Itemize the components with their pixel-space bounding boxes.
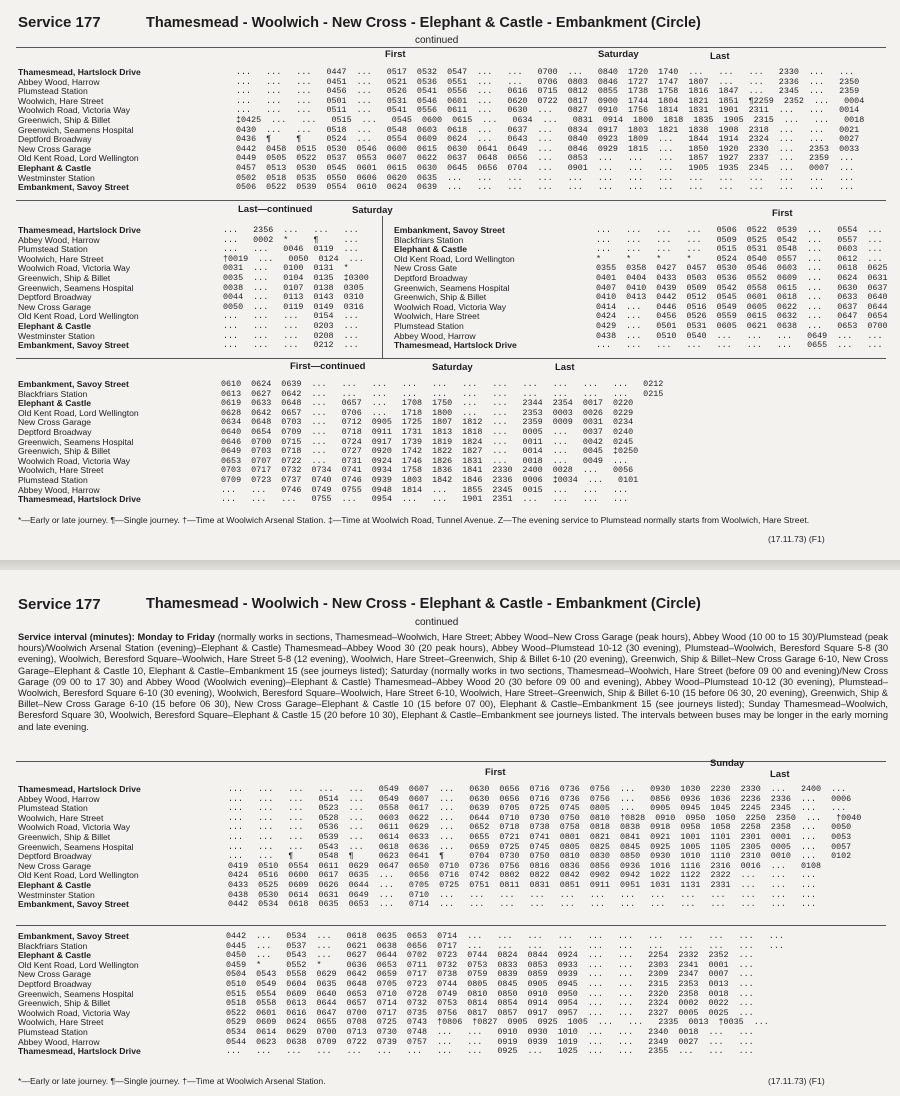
stop-name: New Cross Gate — [394, 263, 458, 274]
stop-name: Elephant & Castle — [394, 244, 468, 255]
header-first: First — [485, 767, 506, 778]
stop-name: Elephant & Castle — [18, 879, 92, 890]
header-first: First — [385, 49, 406, 60]
service-number: Service 177 — [18, 14, 101, 31]
times-row: 0449 0505 0522 0537 0553 0607 0622 0637 0648 0656 ... 0853 ... ... ... 1857 1927 2337 ... 2359 ... — [236, 153, 855, 164]
stop-name: Deptford Broadway — [18, 292, 92, 303]
stop-name: Greenwich, Ship & Billet — [18, 831, 111, 842]
times-row: ... ... ... 0203 ... — [223, 320, 359, 331]
header-last: Last — [770, 769, 790, 780]
times-row: 0050 ... 0119 0149 0316 — [223, 301, 364, 312]
times-row: 0438 ... 0510 0540 ... ... ... 0649 ... ... — [596, 330, 883, 341]
header-last: Last — [555, 362, 575, 373]
stop-name: Blackfriars Station — [18, 388, 88, 399]
service-interval-text — [18, 632, 888, 733]
header-first: First — [772, 208, 793, 219]
stop-name: Old Kent Road, Lord Wellington — [18, 959, 139, 970]
stop-name: Embankment, Savoy Street — [18, 899, 129, 910]
times-row: 0653 0707 0722 ... 0731 0924 1746 1826 1831 ... 0018 ... 0049 ... — [221, 455, 629, 466]
times-row: 0442 0534 0618 0635 0653 ... 0714 ... ... ... ... ... ... ... ... ... ... ... ... ... — [228, 899, 817, 910]
stop-name: Abbey Wood, Harrow — [18, 793, 100, 804]
stop-name: Greenwich, Ship & Billet — [18, 272, 111, 283]
stop-name: Embankment, Savoy Street — [18, 182, 129, 193]
stop-list — [18, 932, 228, 1057]
stop-name: Elephant & Castle — [18, 398, 92, 409]
stop-name: Thamesmead, Hartslock Drive — [18, 494, 141, 505]
stop-name: Woolwich, Hare Street — [18, 253, 104, 264]
stop-name: Woolwich, Hare Street — [394, 311, 480, 322]
header-saturday: Saturday — [432, 362, 473, 373]
times-row: 0438 0530 0614 0631 0649 ... 0710 ... ... ... ... ... ... ... ... ... ... ... ... ... — [228, 889, 817, 900]
times-row: 0518 0558 0613 0644 0657 0714 0732 0753 0814 0854 0914 0954 ... ... 2324 0002 0022 ... — [226, 998, 754, 1009]
times-row: 0506 0522 0539 0554 0610 0624 0639 ... ... ... ... ... ... ... ... ... ... ... ... ... ... — [236, 182, 855, 193]
divider — [16, 200, 886, 201]
continued-label: continued — [415, 35, 459, 46]
times-row: 0031 ... 0100 0131 * — [223, 263, 349, 274]
stop-name: Old Kent Road, Lord Wellington — [18, 311, 139, 322]
stop-name: Plumstead Station — [18, 244, 88, 255]
stop-name: Westminster Station — [18, 889, 95, 900]
service-interval-body: (normally works in sections, Thamesmead–Woolwich, Hare Street; Abbey Wood–New Cross Garage (peak hours), Abbey Wood (10 00 to 15 30)/Plumstead (peak hours)/Woolwich Arsenal Station (evening)–Elephant & Castle) Thamesmead–Abbey Wood 30 (20 peak hours), Abbey Wood–Plumstead 10-12 (30 evening), Plumstead–Woolwich, Beresford Square 5-8 (30 evening), Woolwich, Beresford Square–Woolwich, Hare Street 5-8 (12 evening), Woolwich, Hare Street–Greenwich, Ship & Billet 6-10 (20 evening), Greenwich, Ship & Billet–New Cross Garage 6-10, New Cross Garage–Elephant & Castle 10, Elephant & Castle–Embankment 15 (see journeys listed); Saturday (normally works in two sections, Thamesmead–Woolwich, Hare Street (before 09 00 and evening)/New Cross Garage (09 00 to 17 30) and Abbey Wood (Woolwich evening)–Elephant & Castle) Thamesmead–Abbey Wood 20 (30 before 09 00 and evening), Abbey Wood–Plumstead 10-12 (30 evening), Plumstead–Woolwich, Beresford Square 6-10 (30 evening), Woolwich, Beresford Square–Woolwich, Hare Street 6-10, Woolwich, Hare Street–Greenwich, Ship & Billet 6-10 (15 before 06 30, 20 evening), Greenwich, Ship & Billet–New Cross Garage 6-10 (15 before 06 30), New Cross Garage–Elephant & Castle 10 (15 before 07 00), Elephant & Castle–Embankment 15 (see journeys listed); Sunday Thamesmead–Woolwich, Beresford Square 30, Woolwich, Beresford Square–Elephant & Castle 15 (20 before 10 30), Elephant & Castle–Embankment see journeys listed. The intervals between buses may be longer in the early morning and late evening. — [18, 632, 888, 732]
stop-name: New Cross Garage — [18, 417, 92, 428]
stop-name: Greenwich, Ship & Billet — [18, 998, 111, 1009]
times-row: 0522 0601 0616 0647 0700 0717 0735 0756 0817 0857 0917 0957 ... ... 2327 0005 0025 ... — [226, 1007, 754, 1018]
times-row: ... ... ... 0447 ... 0517 0532 0547 ... ... 0700 ... 0840 1720 1740 ... ... ... 2330 ... ... — [236, 67, 855, 77]
times-row: ... ... ... 0528 ... 0603 0622 ... 0644 0710 0730 0750 0810 †0828 0910 0950 1050 2250 2350 ... †0040 — [228, 812, 862, 823]
stop-name: Woolwich Road, Victoria Way — [18, 105, 131, 116]
header-saturday: Saturday — [352, 205, 393, 216]
stop-name: Embankment, Savoy Street — [18, 379, 129, 389]
stop-name: Thamesmead, Hartslock Drive — [394, 340, 517, 351]
times-row: ... ... ... 0539 ... 0614 0633 ... 0655 0721 0741 0801 0821 0841 0921 1001 1101 2301 0001 ... 0053 — [228, 831, 852, 842]
times-row: ... ... ... 0511 ... 0541 0556 0611 ... 0630 ... 0827 0910 1756 1814 1831 1901 2311 ... ... 0014 — [236, 105, 860, 116]
stop-name: Plumstead Station — [18, 86, 88, 97]
times-row: ... ... ... 0523 ... 0558 0617 ... 0639 0705 0725 0745 0805 ... 0905 0945 1045 2245 2345 ... ... — [228, 803, 847, 814]
header-sunday: Sunday — [710, 758, 745, 769]
service-number: Service 177 — [18, 596, 101, 613]
stop-name: Greenwich, Ship & Billet — [18, 446, 111, 457]
times-row: 0628 0642 0657 ... 0706 ... 1718 1800 ... ... 2353 0003 0026 0229 — [221, 407, 634, 418]
stop-name: Elephant & Castle — [18, 950, 92, 961]
times-grid — [596, 226, 888, 351]
divider — [16, 358, 886, 359]
stop-name: Deptford Broadway — [394, 272, 468, 283]
stop-name: New Cross Garage — [18, 301, 92, 312]
header-first-continued: First—continued — [290, 361, 366, 372]
stop-name: Old Kent Road, Lord Wellington — [18, 870, 139, 881]
times-row: 0445 ... 0537 ... 0621 0638 0656 0717 ... ... ... ... ... ... ... ... ... ... ... — [226, 940, 784, 951]
times-row: 0459 * 0552 * 0636 0653 0711 0732 0753 0833 0853 0933 ... ... 2303 2341 0001 ... — [226, 959, 754, 970]
stop-name: Plumstead Station — [394, 320, 464, 331]
times-row: ‡0425 ... ... 0515 ... 0545 0600 0615 ... 0634 ... 0831 0914 1800 1818 1835 1905 2315 ... ... 0018 — [236, 114, 865, 125]
times-grid — [236, 68, 864, 193]
times-row: ... ... ... 0154 ... — [223, 311, 359, 322]
stop-name: Greenwich, Seamens Hospital — [18, 124, 134, 135]
times-row: 0649 0703 0718 ... 0727 0920 1742 1822 1827 ... 0014 ... 0045 ‡0250 — [221, 446, 639, 457]
times-row: 0450 ... 0543 ... 0627 0644 0702 0723 0744 0824 0844 0924 ... ... 2254 2332 2352 ... — [226, 950, 754, 961]
times-grid — [226, 932, 784, 1057]
stop-name: Woolwich, Hare Street — [18, 1017, 104, 1028]
times-row: ... ... ... ... ... 0549 0607 ... 0630 0656 0716 0736 0756 ... 0930 1030 2230 2330 ... 2400 ... — [228, 784, 847, 794]
times-row: ... ... ... ... 0509 0525 0542 ... 0557 ... — [596, 234, 883, 245]
times-grid — [228, 785, 861, 910]
stop-name: Woolwich Road, Victoria Way — [18, 1007, 131, 1018]
stop-name: New Cross Garage — [18, 860, 92, 871]
times-grid — [221, 380, 663, 505]
divider — [16, 925, 886, 926]
header-saturday: Saturday — [598, 49, 639, 60]
stop-name: Woolwich Road, Victoria Way — [394, 301, 507, 312]
stop-name: Greenwich, Ship & Billet — [18, 114, 111, 125]
footnote: *—Early or late journey. ¶—Single journey. †—Time at Woolwich Arsenal Station. ‡—Time at Woolwich Road, Tunnel Avenue. Z—The evening service to Plumstead normally starts from Woolwich, Hare Street. — [18, 515, 810, 525]
times-row: 0613 0627 0642 ... ... ... ... ... ... ... ... ... ... ... 0215 — [221, 388, 664, 399]
stop-name: Westminster Station — [18, 330, 95, 341]
stop-name: Old Kent Road, Lord Wellington — [18, 407, 139, 418]
stop-name: Embankment, Savoy Street — [394, 225, 505, 235]
times-row: ... ... ... 0536 ... 0611 0629 ... 0652 0718 0738 0758 0818 0838 0918 0958 1058 2258 2358 ... 0050 — [228, 822, 852, 833]
service-interval-heading: Service interval (minutes): Monday to Friday — [18, 632, 215, 642]
stop-name: Greenwich, Seamens Hospital — [18, 841, 134, 852]
stop-name: Greenwich, Seamens Hospital — [18, 282, 134, 293]
stop-name: Blackfriars Station — [394, 234, 464, 245]
divider — [16, 761, 886, 762]
column-divider — [382, 216, 383, 358]
stop-name: Woolwich Road, Victoria Way — [18, 263, 131, 274]
times-row: 0355 0358 0427 0457 0530 0546 0603 ... 0618 0625 — [596, 263, 888, 274]
times-row: 0410 0413 0442 0512 0545 0601 0618 ... 0633 0640 — [596, 292, 888, 303]
stop-name: Deptford Broadway — [18, 978, 92, 989]
times-row: ... ... ... 0755 ... 0954 ... ... 1901 2351 ... ... ... ... — [221, 494, 629, 505]
reference-code: (17.11.73) (F1) — [768, 1076, 825, 1086]
stop-name: Westminster Station — [18, 172, 95, 183]
times-row: 0646 0700 0715 ... 0724 0917 1739 1819 1824 ... 0011 ... 0042 0245 — [221, 436, 634, 447]
stop-name: Deptford Broadway — [18, 426, 92, 437]
times-row: 0419 0510 0554 0611 0629 0647 0650 0710 0736 0756 0816 0836 0856 0936 1016 1116 2316 0016 ... 0108 — [228, 860, 822, 871]
times-row: ... ... 0046 0119 ... — [223, 244, 359, 255]
times-row: ... 0002 * ¶ ... — [223, 234, 359, 245]
stop-name: Woolwich, Hare Street — [18, 812, 104, 823]
stop-name: Elephant & Castle — [18, 320, 92, 331]
times-row: 0515 0554 0609 0640 0653 0710 0728 0749 0810 0850 0910 0950 ... ... 2320 2358 0018 ... — [226, 988, 754, 999]
times-row: ... ... ... ... 0506 0522 0539 ... 0554 ... — [596, 225, 883, 235]
stop-name: Woolwich, Hare Street — [18, 95, 104, 106]
continued-label: continued — [415, 617, 459, 628]
times-row: 0610 0624 0639 ... ... ... ... ... ... ... ... ... ... ... 0212 — [221, 379, 664, 389]
stop-list — [394, 226, 604, 351]
stop-name: Woolwich, Hare Street — [18, 465, 104, 476]
stop-name: Old Kent Road, Lord Wellington — [18, 153, 139, 164]
times-row: 0504 0543 0558 0629 0642 0659 0717 0738 0759 0839 0859 0939 ... ... 2309 2347 0007 ... — [226, 969, 754, 980]
stop-name: Plumstead Station — [18, 474, 88, 485]
stop-list — [18, 785, 228, 910]
times-row: 0424 ... 0456 0526 0559 0615 0632 ... 0647 0654 — [596, 311, 888, 322]
times-row: 0457 0513 0530 0545 0601 0615 0630 0645 0656 0704 ... 0901 ... ... ... 1905 1935 2345 ... 0007 ... — [236, 162, 855, 173]
times-row: 0709 0723 0737 0740 0746 0939 1803 1842 1846 2336 0006 ‡0034 ... 0101 — [221, 474, 639, 485]
stop-name: Embankment, Savoy Street — [18, 931, 129, 941]
times-row: 0510 0549 0604 0635 0648 0705 0723 0744 0805 0845 0905 0945 ... ... 2315 2353 0013 ... — [226, 978, 754, 989]
times-row: ... ... ... ... ... ... ... 0655 ... ... — [596, 340, 883, 351]
times-row: ... ... ... 0514 ... 0549 0607 ... 0630 0656 0716 0736 0756 ... 0856 0936 1036 2236 2336 ... 0006 — [228, 793, 852, 804]
stop-name: Abbey Wood, Harrow — [18, 484, 100, 495]
header-last-continued: Last—continued — [238, 204, 313, 215]
times-row: ... ... ... ... 0515 0531 0548 ... 0603 ... — [596, 244, 883, 255]
times-grid — [223, 226, 369, 351]
stop-name: Greenwich, Seamens Hospital — [18, 436, 134, 447]
times-row: 0430 ... ... 0518 ... 0548 0603 0618 ... 0637 ... 0834 0917 1803 1821 1838 1908 2318 ... ... 0021 — [236, 124, 860, 135]
stop-name: Greenwich, Seamens Hospital — [394, 282, 510, 293]
stop-list — [18, 380, 218, 505]
times-row: 0433 0525 0609 0626 0644 ... 0705 0725 0751 0811 0831 0851 0911 0951 1031 1131 2331 ... ... ... — [228, 879, 817, 890]
stop-name: New Cross Garage — [18, 143, 92, 154]
stop-name: Abbey Wood, Harrow — [394, 330, 476, 341]
stop-name: Greenwich, Ship & Billet — [394, 292, 487, 303]
stop-name: Deptford Broadway — [18, 134, 92, 145]
stop-name: Plumstead Station — [18, 1026, 88, 1037]
times-row: 0436 ¶ ¶ 0524 ... 0554 0609 0624 ... 0643 ... 0840 0923 1809 ... 1844 1914 2324 ... ... 0027 — [236, 134, 860, 145]
times-row: 0429 ... 0501 0531 0605 0621 0638 ... 0653 0700 — [596, 320, 888, 331]
stop-name: Deptford Broadway — [18, 851, 92, 862]
times-row: 0619 0633 0648 ... 0657 ... 1708 1750 ... ... 2344 2354 0017 0220 — [221, 398, 634, 409]
times-row: ... ... ... 0208 ... — [223, 330, 359, 341]
times-row: * * * * 0524 0540 0557 ... 0612 ... — [596, 253, 883, 264]
stop-name: Thamesmead, Hartslock Drive — [18, 67, 141, 77]
stop-name: Blackfriars Station — [18, 940, 88, 951]
times-row: ... ... ... 0543 ... 0618 0636 ... 0659 0725 0745 0805 0825 0845 0925 1005 1105 2305 0005 ... 0057 — [228, 841, 852, 852]
page-gap — [0, 560, 900, 570]
times-row: 0038 ... 0107 0138 0305 — [223, 282, 364, 293]
times-row: 0442 0458 0515 0530 0546 0600 0615 0630 0641 0649 ... 0846 0929 1815 ... 1850 1920 2330 ... 2353 0033 — [236, 143, 860, 154]
times-row: 0534 0614 0629 0700 0713 0730 0748 ... ... 0910 0930 1010 ... ... 2340 0018 ... ... — [226, 1026, 754, 1037]
times-row: ... ... ¶ 0548 ¶ 0623 0641 ¶ 0704 0730 0750 0810 0830 0850 0930 1010 1110 2310 0010 ... 0102 — [228, 851, 852, 862]
stop-name: Elephant & Castle — [18, 162, 92, 173]
times-row: 0544 0623 0638 0709 0722 0739 0757 ... ... 0919 0939 1019 ... ... 2349 0027 ... ... — [226, 1036, 754, 1047]
stop-name: Old Kent Road, Lord Wellington — [394, 253, 515, 264]
times-row: 0703 0717 0732 0734 0741 0934 1758 1836 1841 2330 2400 0028 ... 0056 — [221, 465, 634, 476]
times-row: 0407 0410 0439 0509 0542 0558 0615 ... 0630 0637 — [596, 282, 888, 293]
stop-name: Embankment, Savoy Street — [18, 340, 129, 351]
times-row: ... ... ... 0212 ... — [223, 340, 359, 351]
stop-list — [18, 68, 233, 193]
times-row: 0634 0648 0703 ... 0712 0905 1725 1807 1812 ... 2359 0009 0031 0234 — [221, 417, 634, 428]
route-title: Thamesmead - Woolwich - New Cross - Elephant & Castle - Embankment (Circle) — [146, 15, 701, 31]
times-row: ... ... ... 0501 ... 0531 0546 0601 ... 0620 0722 0817 0900 1744 1804 1821 1851 ¶2259 2352 ... 0004 — [236, 95, 865, 106]
timetable-page-2 — [0, 570, 900, 1096]
times-row: ... ... ... ... ... ... ... ... ... 0925 ... 1025 ... ... 2355 ... ... ... — [226, 1046, 754, 1057]
stop-name: Abbey Wood, Harrow — [18, 76, 100, 87]
times-row: 0502 0518 0535 0550 0606 0620 0635 ... ... ... ... ... ... ... ... ... ... ... ... ... ... — [236, 172, 855, 183]
stop-name: Thamesmead, Hartslock Drive — [18, 225, 141, 235]
times-row: ... 2356 ... ... ... — [223, 225, 359, 235]
stop-name: Abbey Wood, Harrow — [18, 234, 100, 245]
times-row: 0044 ... 0113 0143 0310 — [223, 292, 364, 303]
times-row: ... ... ... 0451 ... 0521 0536 0551 ... ... 0706 0803 0846 1727 1747 1807 ... ... 2336 ... 2350 — [236, 76, 860, 87]
header-last: Last — [710, 51, 730, 62]
stop-name: Woolwich Road, Victoria Way — [18, 822, 131, 833]
times-row: 0035 ... 0104 0135 ‡0300 — [223, 272, 369, 283]
times-row: ... ... ... 0456 ... 0526 0541 0556 ... 0616 0715 0812 0855 1738 1758 1816 1847 ... 2345 ... 2359 — [236, 86, 860, 97]
stop-name: New Cross Garage — [18, 969, 92, 980]
times-row: ... ... 0746 0749 0755 0948 1814 ... 1855 2345 0015 ... ... ... — [221, 484, 629, 495]
stop-name: Thamesmead, Hartslock Drive — [18, 784, 141, 794]
stop-name: Thamesmead, Hartslock Drive — [18, 1046, 141, 1057]
stop-name: Abbey Wood, Harrow — [18, 1036, 100, 1047]
divider — [16, 47, 886, 48]
times-row: 0424 0516 0600 0617 0635 ... 0656 0716 0742 0802 0822 0842 0902 0942 1022 1122 2322 ... ... ... — [228, 870, 817, 881]
stop-name: Plumstead Station — [18, 803, 88, 814]
stop-name: Woolwich Road, Victoria Way — [18, 455, 131, 466]
times-row: 0640 0654 0709 ... 0718 0911 1731 1813 1818 ... 0005 ... 0037 0240 — [221, 426, 634, 437]
stop-list — [18, 226, 228, 351]
stop-name: Greenwich, Seamens Hospital — [18, 988, 134, 999]
times-row: 0529 0609 0624 0655 0708 0725 0743 †0806 †0827 0905 0925 1005 ... ... 2335 0013 †0035 ... — [226, 1017, 769, 1028]
times-row: 0401 0404 0433 0503 0536 0552 0609 ... 0624 0631 — [596, 272, 888, 283]
times-row: 0414 ... 0446 0516 0549 0605 0622 ... 0637 0644 — [596, 301, 888, 312]
times-row: 0442 ... 0534 ... 0618 0635 0653 0714 ... ... ... ... ... ... ... ... ... ... ... — [226, 931, 784, 941]
footnote: *—Early or late journey. ¶—Single journey. †—Time at Woolwich Arsenal Station. — [18, 1076, 326, 1086]
times-row: †0019 ... 0050 0124 ... — [223, 253, 364, 264]
reference-code: (17.11.73) (F1) — [768, 534, 825, 544]
route-title: Thamesmead - Woolwich - New Cross - Elephant & Castle - Embankment (Circle) — [146, 596, 701, 612]
